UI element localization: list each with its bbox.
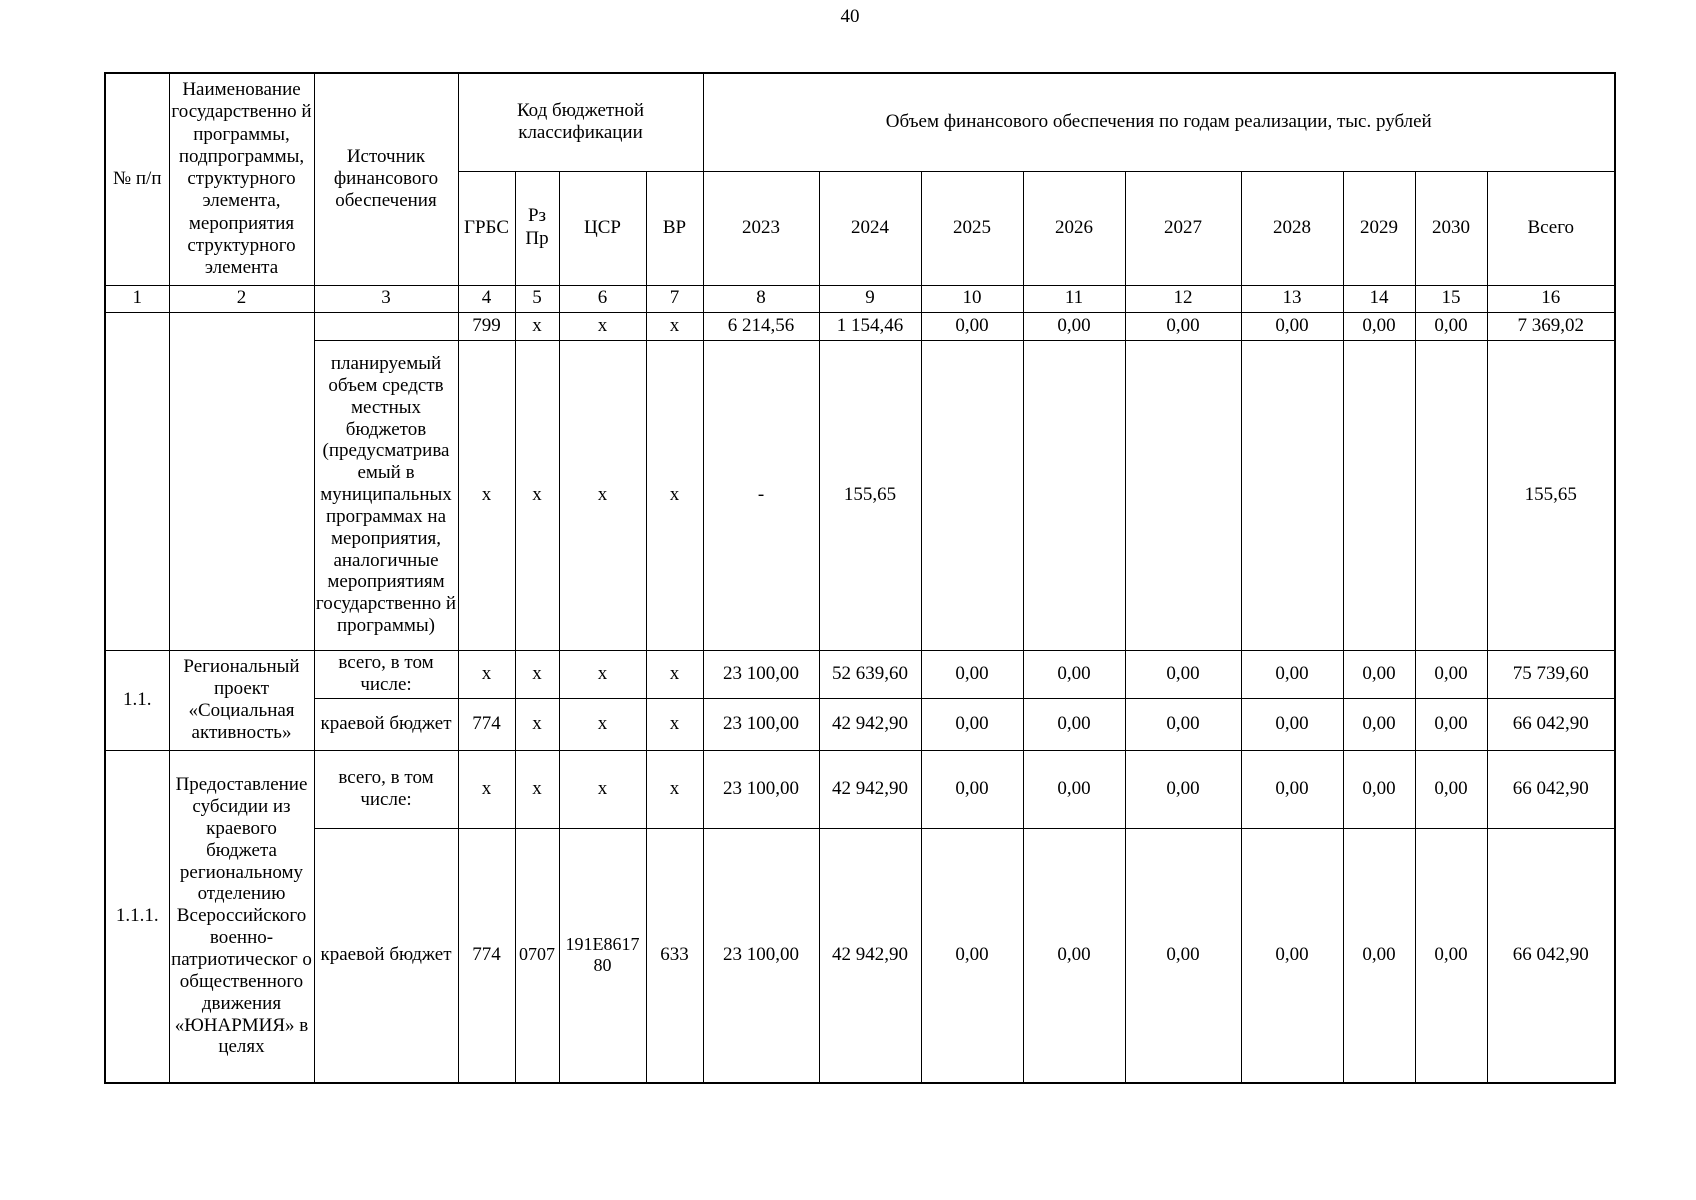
col-number: 15 [1415, 285, 1487, 312]
cell-2025: 0,00 [921, 750, 1023, 828]
col-number: 13 [1241, 285, 1343, 312]
col-number: 11 [1023, 285, 1125, 312]
financing-table [104, 72, 1616, 1084]
cell-2028: 0,00 [1241, 828, 1343, 1083]
cell-2026: 0,00 [1023, 750, 1125, 828]
cell-2026: 0,00 [1023, 650, 1125, 698]
cell-rzpr: х [515, 650, 559, 698]
cell-vr: х [646, 650, 703, 698]
cell-2025: 0,00 [921, 312, 1023, 340]
col-number: 7 [646, 285, 703, 312]
header-2028: 2028 [1241, 171, 1343, 285]
cell-2029: 0,00 [1343, 650, 1415, 698]
row-source: всего, в том числе: [314, 650, 458, 698]
cell-2024: 52 639,60 [819, 650, 921, 698]
cell-2025: 0,00 [921, 828, 1023, 1083]
column-numbers-row [105, 285, 1615, 312]
col-number: 5 [515, 285, 559, 312]
cell-vr: х [646, 312, 703, 340]
cell-2026: 0,00 [1023, 698, 1125, 750]
cell-2029: 0,00 [1343, 828, 1415, 1083]
cell-vr: 633 [646, 828, 703, 1083]
row-no [105, 312, 169, 650]
cell-grbs: 799 [458, 312, 515, 340]
cell-total: 75 739,60 [1487, 650, 1615, 698]
cell-2023: - [703, 340, 819, 650]
cell-csr: х [559, 750, 646, 828]
cell-2030 [1415, 340, 1487, 650]
col-number: 4 [458, 285, 515, 312]
cell-2030: 0,00 [1415, 312, 1487, 340]
cell-rzpr: х [515, 698, 559, 750]
row-name: Предоставление субсидии из краевого бюджета региональному отделению Всероссийского военно- патриотическог о общественного движения «ЮНАРМИЯ» в целях [169, 750, 314, 1083]
cell-csr: х [559, 650, 646, 698]
cell-2023: 23 100,00 [703, 650, 819, 698]
col-number: 8 [703, 285, 819, 312]
table-row [105, 312, 1615, 340]
header-rzpr: Рз Пр [515, 171, 559, 285]
cell-grbs: 774 [458, 828, 515, 1083]
cell-2023: 23 100,00 [703, 828, 819, 1083]
cell-vr: х [646, 340, 703, 650]
cell-total: 155,65 [1487, 340, 1615, 650]
row-no: 1.1. [105, 650, 169, 750]
col-number: 1 [105, 285, 169, 312]
cell-2028: 0,00 [1241, 698, 1343, 750]
cell-csr: х [559, 312, 646, 340]
cell-2026 [1023, 340, 1125, 650]
cell-2030: 0,00 [1415, 650, 1487, 698]
cell-vr: х [646, 750, 703, 828]
header-source: Источник финансового обеспечения [314, 73, 458, 285]
cell-2029: 0,00 [1343, 698, 1415, 750]
cell-grbs: 774 [458, 698, 515, 750]
cell-2025: 0,00 [921, 650, 1023, 698]
col-number: 3 [314, 285, 458, 312]
header-budget-code: Код бюджетной классификации [458, 73, 703, 171]
header-total: Всего [1487, 171, 1615, 285]
cell-2028: 0,00 [1241, 750, 1343, 828]
cell-2023: 6 214,56 [703, 312, 819, 340]
cell-2024: 42 942,90 [819, 750, 921, 828]
col-number: 14 [1343, 285, 1415, 312]
cell-2023: 23 100,00 [703, 698, 819, 750]
col-number: 16 [1487, 285, 1615, 312]
cell-rzpr: х [515, 312, 559, 340]
col-number: 2 [169, 285, 314, 312]
cell-2026: 0,00 [1023, 828, 1125, 1083]
cell-grbs: х [458, 650, 515, 698]
header-grbs: ГРБС [458, 171, 515, 285]
cell-grbs: х [458, 750, 515, 828]
table-row [105, 750, 1615, 828]
header-2026: 2026 [1023, 171, 1125, 285]
cell-2024: 1 154,46 [819, 312, 921, 340]
col-number: 6 [559, 285, 646, 312]
table-row [105, 828, 1615, 1083]
row-name: Региональный проект «Социальная активность» [169, 650, 314, 750]
cell-2029: 0,00 [1343, 312, 1415, 340]
table-row [105, 340, 1615, 650]
cell-2027: 0,00 [1125, 698, 1241, 750]
table-row [105, 650, 1615, 698]
cell-2028: 0,00 [1241, 312, 1343, 340]
cell-2029: 0,00 [1343, 750, 1415, 828]
row-source [314, 312, 458, 340]
cell-2024: 42 942,90 [819, 698, 921, 750]
cell-csr: х [559, 340, 646, 650]
cell-2027: 0,00 [1125, 750, 1241, 828]
cell-2025 [921, 340, 1023, 650]
cell-2024: 42 942,90 [819, 828, 921, 1083]
cell-csr: 191Е8617 80 [559, 828, 646, 1083]
cell-2026: 0,00 [1023, 312, 1125, 340]
cell-2027: 0,00 [1125, 828, 1241, 1083]
header-vr: ВР [646, 171, 703, 285]
cell-2023: 23 100,00 [703, 750, 819, 828]
cell-total: 66 042,90 [1487, 828, 1615, 1083]
cell-2030: 0,00 [1415, 750, 1487, 828]
row-source: краевой бюджет [314, 828, 458, 1083]
header-2027: 2027 [1125, 171, 1241, 285]
row-source: краевой бюджет [314, 698, 458, 750]
cell-2027: 0,00 [1125, 312, 1241, 340]
cell-2024: 155,65 [819, 340, 921, 650]
cell-2025: 0,00 [921, 698, 1023, 750]
cell-2030: 0,00 [1415, 698, 1487, 750]
header-2029: 2029 [1343, 171, 1415, 285]
header-csr: ЦСР [559, 171, 646, 285]
cell-rzpr: х [515, 340, 559, 650]
row-source: планируемый объем средств местных бюджетов (предусматрива емый в муниципальных программах на мероприятия, аналогичные мероприятиям государственно й программы) [314, 340, 458, 650]
cell-2030: 0,00 [1415, 828, 1487, 1083]
cell-csr: х [559, 698, 646, 750]
cell-rzpr: х [515, 750, 559, 828]
cell-vr: х [646, 698, 703, 750]
cell-rzpr: 0707 [515, 828, 559, 1083]
page-number: 40 [840, 6, 860, 27]
cell-total: 66 042,90 [1487, 750, 1615, 828]
row-no: 1.1.1. [105, 750, 169, 1083]
cell-2028 [1241, 340, 1343, 650]
header-name: Наименование государственно й программы, подпрограммы, структурного элемента, мероприятия структурного элемента [169, 73, 314, 285]
header-2030: 2030 [1415, 171, 1487, 285]
cell-total: 7 369,02 [1487, 312, 1615, 340]
col-number: 10 [921, 285, 1023, 312]
header-volume: Объем финансового обеспечения по годам реализации, тыс. рублей [703, 73, 1615, 171]
cell-2029 [1343, 340, 1415, 650]
cell-grbs: х [458, 340, 515, 650]
header-2023: 2023 [703, 171, 819, 285]
header-2024: 2024 [819, 171, 921, 285]
row-name [169, 312, 314, 650]
cell-total: 66 042,90 [1487, 698, 1615, 750]
row-source: всего, в том числе: [314, 750, 458, 828]
cell-2027 [1125, 340, 1241, 650]
header-2025: 2025 [921, 171, 1023, 285]
table-row [105, 698, 1615, 750]
col-number: 12 [1125, 285, 1241, 312]
cell-2027: 0,00 [1125, 650, 1241, 698]
cell-2028: 0,00 [1241, 650, 1343, 698]
header-no: № п/п [105, 73, 169, 285]
col-number: 9 [819, 285, 921, 312]
